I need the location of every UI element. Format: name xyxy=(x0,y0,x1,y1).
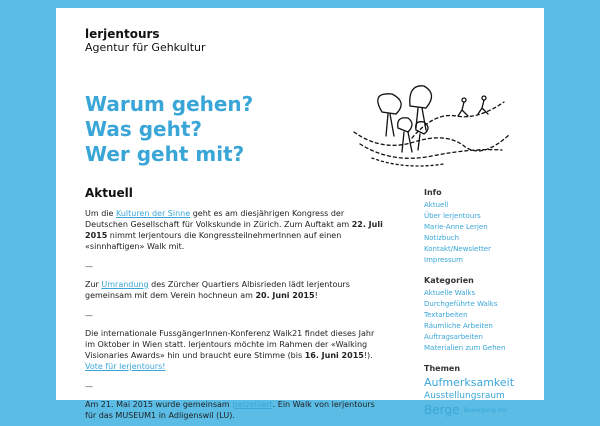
news-text: Am 21. Mai 2015 wurde gemeinsam xyxy=(85,400,233,409)
sidebar-info xyxy=(424,188,544,266)
site-brand[interactable] xyxy=(85,27,206,54)
hero-line-2: Was geht? xyxy=(85,117,202,141)
sidebar-heading-info: Info xyxy=(424,188,442,197)
tag-ausstellungsraum[interactable]: Ausstellungsraum xyxy=(424,391,505,401)
hero-line-1: Warum gehen? xyxy=(85,92,254,116)
news-separator: — xyxy=(85,382,93,391)
news-list xyxy=(85,208,385,421)
news-text: Zur xyxy=(85,280,102,289)
sidebar-item-kontakt[interactable]: Kontakt/Newsletter xyxy=(424,245,491,253)
news-item-3 xyxy=(85,328,385,372)
news-item-2 xyxy=(85,279,385,301)
news-section xyxy=(85,186,385,421)
tag-berge[interactable]: Berge xyxy=(424,403,460,417)
sidebar-themen xyxy=(424,364,544,416)
sidebar-item-marie-anne[interactable]: Marie-Anne Lerjen xyxy=(424,223,488,231)
news-text: nimmt lerjentours die KongressteilnehmerInnen auf einen «sinnhaftigen» Walk mit. xyxy=(85,231,342,251)
news-text: des Zürcher Quartiers Albisrieden lädt lerjentours gemeinsam mit dem Verein hochneun am xyxy=(85,280,350,300)
sidebar-item-notizbuch[interactable]: Notizbuch xyxy=(424,234,460,242)
sidebar-item-durchgefuehrte-walks[interactable]: Durchgeführte Walks xyxy=(424,300,498,308)
news-text: Die internationale FussgängerInnen-Konferenz Walk21 findet dieses Jahr im Oktober in Wien statt. lerjentours möchte im Rahmen der «Walking Visionaries Awards» hin und braucht eure Stimme (bis xyxy=(85,329,375,360)
link-umrandung[interactable]: Umrandung xyxy=(101,280,149,289)
sidebar-item-raeumliche-arbeiten[interactable]: Räumliche Arbeiten xyxy=(424,322,493,330)
sidebar-item-auftragsarbeiten[interactable]: Auftragsarbeiten xyxy=(424,333,483,341)
news-text: . Ein Walk von lerjentours für das MUSEUM1 in Adligenswil (LU). xyxy=(85,400,375,420)
news-item-1 xyxy=(85,208,385,252)
sidebar-item-ueber[interactable]: Über lerjentours xyxy=(424,212,481,220)
news-date: 16. Juni 2015 xyxy=(304,351,364,360)
news-separator: — xyxy=(85,311,93,320)
sidebar-item-impressum[interactable]: Impressum xyxy=(424,256,463,264)
news-separator: — xyxy=(85,262,93,271)
site-name[interactable]: lerjentours xyxy=(85,27,160,41)
walking-trees-illustration xyxy=(352,72,512,172)
news-text: ! xyxy=(314,291,318,300)
sidebar-item-aktuell[interactable]: Aktuell xyxy=(424,201,449,209)
tag-cloud xyxy=(424,376,544,416)
news-text: !). xyxy=(363,351,373,360)
tag-aufmerksamkeit[interactable]: Aufmerksamkeit xyxy=(424,376,515,389)
news-date: 22. Juli 2015 xyxy=(85,220,383,240)
tag-bewegung[interactable]: Bewegung der xyxy=(464,407,508,414)
page-container xyxy=(56,8,544,420)
sidebar-item-aktuelle-walks[interactable]: Aktuelle Walks xyxy=(424,289,476,297)
news-item-4 xyxy=(85,399,385,421)
hero-line-3: Wer geht mit? xyxy=(85,142,245,166)
sidebar-item-materialien[interactable]: Materialien zum Gehen xyxy=(424,344,506,352)
sidebar-item-textarbeiten[interactable]: Textarbeiten xyxy=(424,311,468,319)
sidebar xyxy=(424,188,544,426)
hero-headline xyxy=(85,92,253,167)
news-date: 20. Juni 2015 xyxy=(255,291,315,300)
news-text: geht es am diesjährigen Kongress der Deutschen Gesellschaft für Volkskunde in Zürich. Zum Auftakt am xyxy=(85,209,352,229)
link-vote[interactable]: Vote für lerjentours! xyxy=(85,362,166,371)
sidebar-heading-themen: Themen xyxy=(424,364,461,373)
site-subtitle: Agentur für Gehkultur xyxy=(85,41,206,54)
section-title-aktuell: Aktuell xyxy=(85,186,133,200)
sidebar-kategorien xyxy=(424,276,544,354)
link-kulturen-der-sinne[interactable]: Kulturen der Sinne xyxy=(115,209,191,218)
link-parzelliert[interactable]: parzelliert xyxy=(232,400,273,409)
sidebar-heading-kategorien: Kategorien xyxy=(424,276,474,285)
news-text: Um die xyxy=(85,209,116,218)
